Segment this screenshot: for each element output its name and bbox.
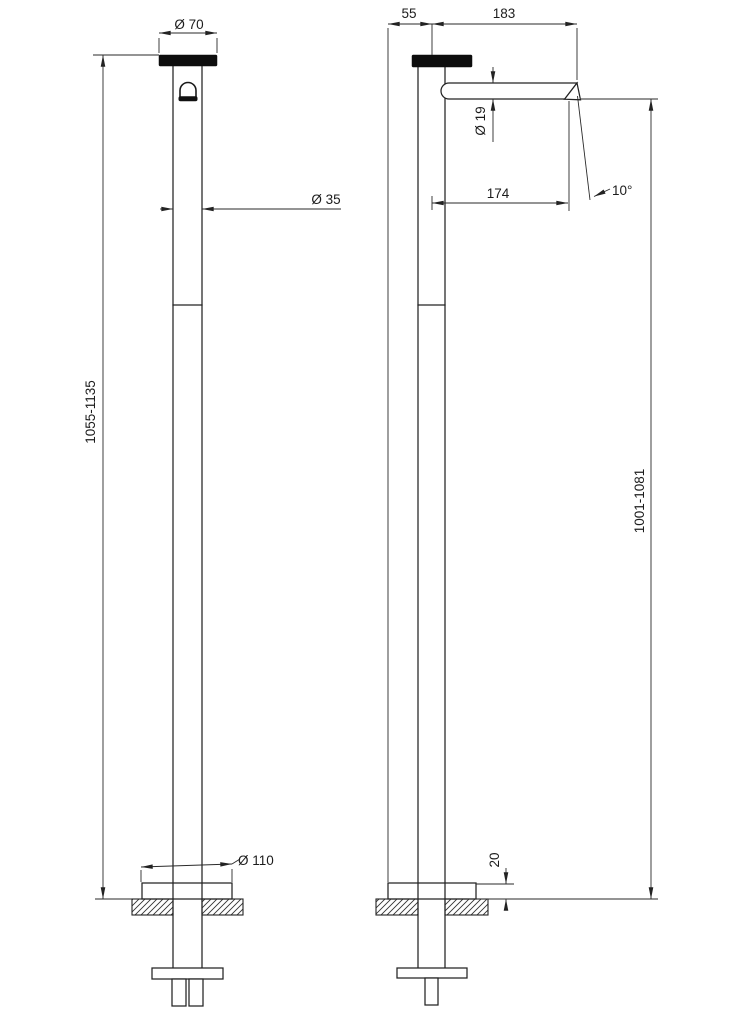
side-view [376,6,658,1005]
dim-label-shaft-diameter: Ø 35 [311,192,341,207]
dim-spout-height [467,99,658,899]
dim-label-overall-projection: 183 [492,6,516,21]
dim-top-chain [388,6,577,882]
dim-spout-projection [432,101,569,211]
spout [441,83,581,100]
side-base-plate [388,883,476,899]
dim-label-overall-height: 1055-1135 [83,380,98,444]
dim-label-rear-offset: 55 [401,6,417,21]
dim-spout-diameter [473,67,493,142]
dim-base-diameter [141,853,274,882]
dim-label-spout-projection: 174 [486,186,510,201]
dim-label-cap-diameter: Ø 70 [174,17,204,32]
dim-cap-diameter [159,17,217,53]
front-cap [159,55,217,66]
dim-label-base-height: 20 [487,852,502,868]
side-column [418,67,445,968]
front-view [83,17,341,1006]
dim-shaft-diameter [160,192,341,209]
dim-label-spout-angle: 10° [612,183,633,198]
front-column [173,66,202,968]
dim-label-spout-height: 1001-1081 [632,468,647,534]
front-base-plate [142,883,232,899]
dim-overall-height [83,55,159,899]
dim-label-base-diameter: Ø 110 [238,853,274,868]
side-underfloor-connections [397,968,467,1005]
side-floor-section [376,899,488,915]
handle-detail-icon [179,83,198,102]
dim-spout-angle [578,96,633,200]
side-cap [412,55,472,67]
dim-label-spout-diameter: Ø 19 [473,106,488,136]
front-floor-section [132,899,243,915]
front-underfloor-connections [152,968,223,1006]
